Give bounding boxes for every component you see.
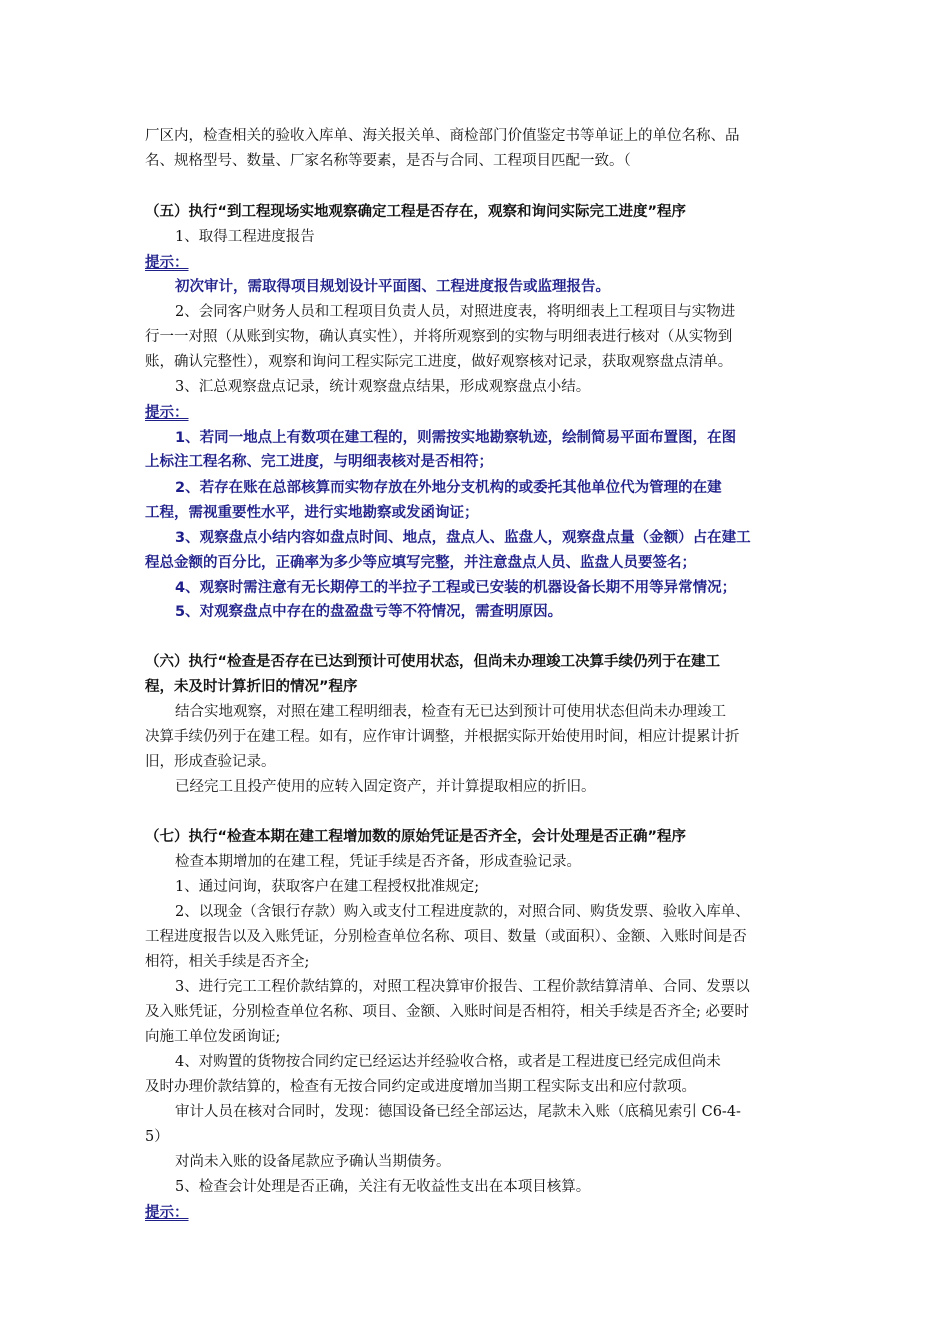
tip-line: 5、对观察盘点中存在的盘盈盘亏等不符情况，需查明原因。 <box>175 604 563 620</box>
paragraph: 2、以现金（含银行存款）购入或支付工程进度款的，对照合同、购货发票、验收入库单、 <box>175 904 750 920</box>
section-6-heading: （六）执行“检查是否存在已达到预计可使用状态，但尚未办理竣工决算手续仍列于在建工 <box>145 654 721 670</box>
paragraph: 3、汇总观察盘点记录，统计观察盘点结果，形成观察盘点小结。 <box>175 379 591 395</box>
tip-line: 2、若存在账在总部核算而实物存放在外地分支机构的或委托其他单位代为管理的在建 <box>175 480 722 496</box>
paragraph: 1、取得工程进度报告 <box>175 229 315 245</box>
paragraph: 向施工单位发函询证; <box>145 1029 281 1045</box>
paragraph: 已经完工且投产使用的应转入固定资产，并计算提取相应的折旧。 <box>175 779 596 795</box>
paragraph: 1、通过问询，获取客户在建工程授权批准规定; <box>175 879 480 895</box>
paragraph: 旧，形成查验记录。 <box>145 754 276 770</box>
tip-line: 上标注工程名称、完工进度，与明细表核对是否相符； <box>145 454 493 470</box>
tip-line: 工程，需视重要性水平，进行实地勘察或发函询证； <box>145 505 479 521</box>
tip-label: 提示： <box>145 255 189 271</box>
paragraph: 3、进行完工工程价款结算的，对照工程决算审价报告、工程价款结算清单、合同、发票以 <box>175 979 750 995</box>
paragraph: 5） <box>145 1129 169 1145</box>
tip-line: 初次审计，需取得项目规划设计平面图、工程进度报告或监理报告。 <box>175 279 610 295</box>
section-5-heading: （五）执行“到工程现场实地观察确定工程是否存在，观察和询问实际完工进度”程序 <box>145 204 687 220</box>
paragraph: 及入账凭证，分别检查单位名称、项目、金额、入账时间是否相符，相关手续是否齐全; 必要时 <box>145 1004 749 1020</box>
paragraph: 工程进度报告以及入账凭证，分别检查单位名称、项目、数量（或面积）、金额、入账时间是否 <box>145 929 747 945</box>
intro-line: 名、规格型号、数量、厂家名称等要素，是否与合同、工程项目匹配一致。（ <box>145 153 631 169</box>
section-7-heading: （七）执行“检查本期在建工程增加数的原始凭证是否齐全，会计处理是否正确”程序 <box>145 829 687 845</box>
paragraph: 账，确认完整性），观察和询问工程实际完工进度，做好观察核对记录，获取观察盘点清单。 <box>145 354 733 370</box>
paragraph: 5、检查会计处理是否正确，关注有无收益性支出在本项目核算。 <box>175 1179 591 1195</box>
paragraph: 相符，相关手续是否齐全; <box>145 954 310 970</box>
paragraph: 决算手续仍列于在建工程。如有，应作审计调整，并根据实际开始使用时间，相应计提累计折 <box>145 729 740 745</box>
paragraph: 审计人员在核对合同时，发现：德国设备已经全部运达，尾款未入账（底稿见索引 C6-4- <box>175 1104 741 1120</box>
tip-line: 程总金额的百分比，正确率为多少等应填写完整，并注意盘点人员、监盘人员要签名； <box>145 555 696 571</box>
tip-line: 4、观察时需注意有无长期停工的半拉子工程或已安装的机器设备长期不用等异常情况； <box>175 580 737 596</box>
paragraph: 及时办理价款结算的，检查有无按合同约定或进度增加当期工程实际支出和应付款项。 <box>145 1079 696 1095</box>
tip-label: 提示： <box>145 1205 189 1221</box>
tip-line: 1、若同一地点上有数项在建工程的，则需按实地勘察轨迹，绘制简易平面布置图，在图 <box>175 430 737 446</box>
section-6-heading: 程，未及时计算折旧的情况”程序 <box>145 679 358 695</box>
paragraph: 检查本期增加的在建工程，凭证手续是否齐备，形成查验记录。 <box>175 854 581 870</box>
paragraph: 4、对购置的货物按合同约定已经运达并经验收合格，或者是工程进度已经完成但尚未 <box>175 1054 721 1070</box>
paragraph: 2、会同客户财务人员和工程项目负责人员，对照进度表，将明细表上工程项目与实物进 <box>175 304 736 320</box>
tip-label: 提示： <box>145 405 189 421</box>
paragraph: 结合实地观察，对照在建工程明细表，检查有无已达到预计可使用状态但尚未办理竣工 <box>175 704 726 720</box>
paragraph: 对尚未入账的设备尾款应予确认当期债务。 <box>175 1154 451 1170</box>
tip-line: 3、观察盘点小结内容如盘点时间、地点，盘点人、监盘人，观察盘点量（金额）占在建工 <box>175 530 751 546</box>
intro-line: 厂区内，检查相关的验收入库单、海关报关单、商检部门价值鉴定书等单证上的单位名称、品 <box>145 128 740 144</box>
paragraph: 行一一对照（从账到实物，确认真实性），并将所观察到的实物与明细表进行核对（从实物到 <box>145 329 733 345</box>
